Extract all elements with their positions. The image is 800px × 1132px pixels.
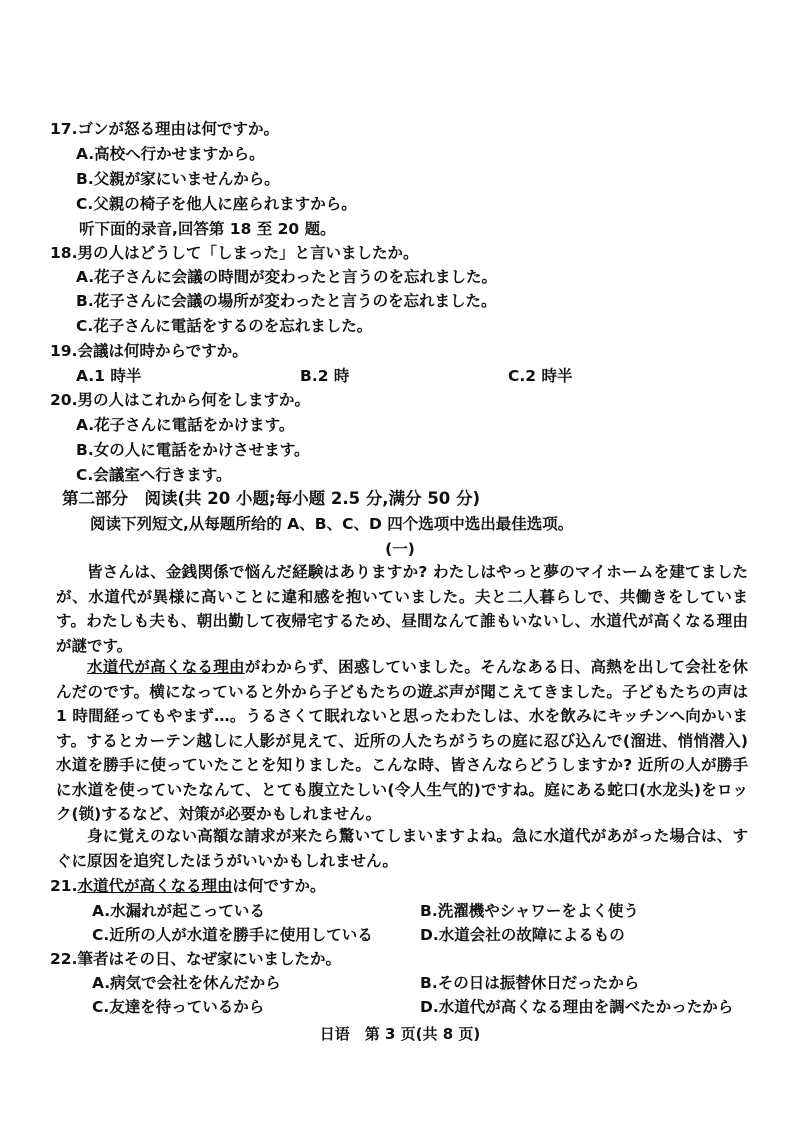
passage-paragraph-2: [56, 655, 748, 827]
question-19: 19.会議は何時からですか。: [50, 342, 248, 360]
q18-option-a: A.花子さんに会議の時間が変わったと言うのを忘れました。: [76, 268, 498, 286]
section-label: (一): [385, 540, 415, 558]
q22-option-c: C.友達を待っているから: [92, 998, 265, 1016]
q20-option-c: C.会議室へ行きます。: [76, 466, 232, 484]
passage-paragraph-2-text: がわからず、困惑していました。そんなある日、高熱を出して会社を休んだのです。横になっていると外から子どもたちの遊ぶ声が聞こえてきました。子どもたちの声は 1 時間経ってもやまず…。うるさくて眠れないと思ったわたしは、水を飲みにキッチンへ向かいます。するとカーテン越しに人影が見えて、近所の人たちがうちの庭に忍び込んで(溜进、悄悄潜入)水道を勝手に使っていたことを知りました。こんな時、皆さんならどうしますか? 近所の人が勝手に水道を使っていたなんて、とても腹立たしい(令人生气的)ですね。庭にある蛇口(水龙头)をロック(锁)するなど、対策が必要かもしれません。: [56, 658, 748, 823]
passage-paragraph-3: 身に覚えのない高額な請求が来たら驚いてしまいますよね。急に水道代があがった場合は、すぐに原因を追究したほうがいいかもしれません。: [56, 827, 748, 870]
passage-paragraph-1: 皆さんは、金銭関係で悩んだ経験はありますか? わたしはやっと夢のマイホームを建てましたが、水道代が異様に高いことに違和感を抱いていました。夫と二人暮らしで、共働きをしています。わたしも夫も、朝出勤して夜帰宅するため、昼間なんて誰もいないし、水道代が高くなる理由が謎です。: [56, 563, 748, 655]
q21-option-a: A.水漏れが起こっている: [92, 902, 265, 920]
listening-instruction: 听下面的录音,回答第 18 至 20 题。: [79, 220, 336, 238]
question-21: [50, 875, 326, 897]
question-21-rest: は何ですか。: [232, 877, 326, 895]
q22-option-a: A.病気で会社を休んだから: [92, 974, 281, 992]
question-20: 20.男の人はこれから何をしますか。: [50, 391, 310, 409]
q19-option-b: B.2 時: [300, 367, 350, 385]
question-21-number: 21.: [50, 877, 78, 895]
q20-option-a: A.花子さんに電話をかけます。: [76, 416, 295, 434]
q20-option-b: B.女の人に電話をかけさせます。: [76, 441, 310, 459]
q22-option-b: B.その日は振替休日だったから: [420, 974, 640, 992]
q19-option-a: A.1 時半: [76, 367, 142, 385]
q19-options-row: [76, 364, 676, 386]
question-21-underlined: 水道代が高くなる理由: [77, 877, 233, 895]
q18-option-b: B.花子さんに会議の場所が変わったと言うのを忘れました。: [76, 292, 497, 310]
q22-option-d: D.水道代が高くなる理由を調べたかったから: [420, 998, 734, 1016]
q21-option-c: C.近所の人が水道を勝手に使用している: [92, 926, 373, 944]
q17-option-b: B.父親が家にいませんから。: [76, 170, 280, 188]
part2-instruction: 阅读下列短文,从每题所给的 A、B、C、D 四个选项中选出最佳选项。: [90, 515, 574, 533]
question-18: 18.男の人はどうして「しまった」と言いましたか。: [50, 244, 419, 262]
question-17: 17.ゴンが怒る理由は何ですか。: [50, 120, 279, 138]
part2-heading: 第二部分 阅读(共 20 小题;每小题 2.5 分,满分 50 分): [62, 489, 481, 508]
page-footer: 日语 第 3 页(共 8 页): [319, 1025, 481, 1043]
underlined-phrase: 水道代が高くなる理由: [87, 658, 245, 676]
q19-option-c: C.2 時半: [508, 367, 573, 385]
question-22: 22.筆者はその日、なぜ家にいましたか。: [50, 950, 341, 968]
q17-option-c: C.父親の椅子を他人に座られますから。: [76, 195, 357, 213]
q21-option-d: D.水道会社の故障によるもの: [420, 926, 625, 944]
q17-option-a: A.高校へ行かせますから。: [76, 145, 265, 163]
q21-option-b: B.洗濯機やシャワーをよく使う: [420, 902, 639, 920]
q18-option-c: C.花子さんに電話をするのを忘れました。: [76, 317, 373, 335]
